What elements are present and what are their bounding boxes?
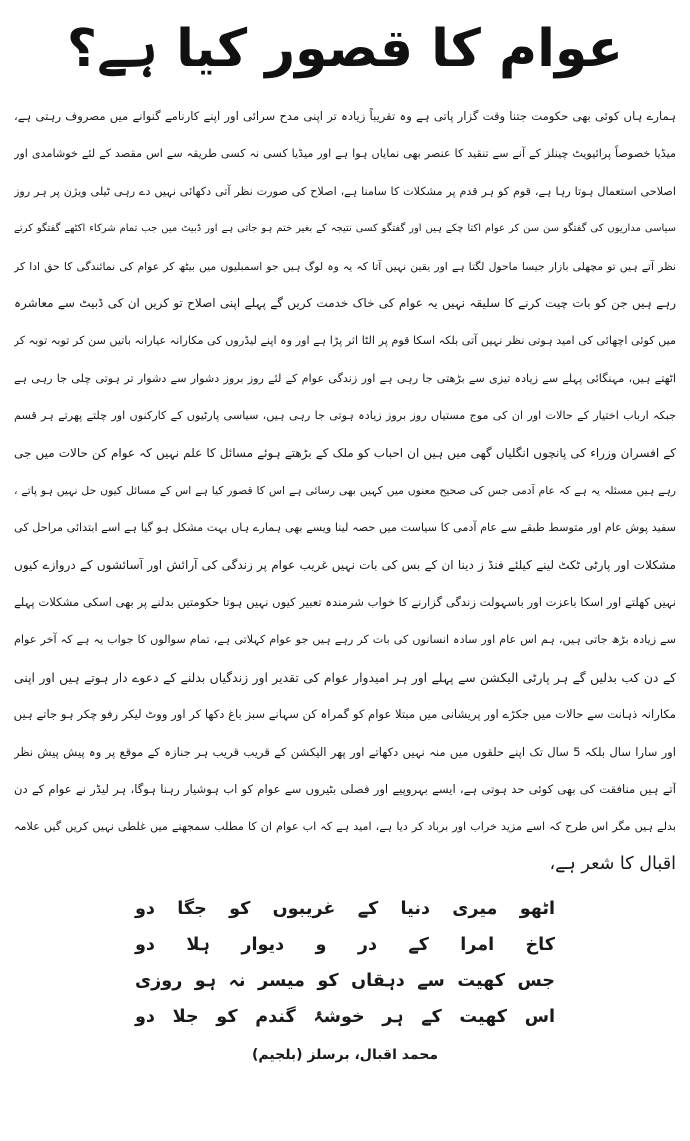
body-line: میڈیا خصوصاً پرائیویٹ چینلز کے آنے سے تنقید کا عنصر بھی نمایاں ہوا ہے اور میڈیا کسی نہ کسی طریقہ سے اس مقصد کے لئے خوشامدی اور [14, 147, 676, 161]
body-line: ہمارے ہاں کوئی بھی حکومت جتنا وقت گزار پاتی ہے وہ تقریباً زیادہ تر اپنی مدح سرائی اور اپنے کارنامے گنوانے میں مصروف رہتی ہے، [14, 109, 676, 123]
body-line: سیاسی مداریوں کی گفتگو سن سن کر عوام اکتا چکے ہیں اور گفتگو کسی نتیجہ کے بغیر ختم ہو جاتی ہے اور ڈبیٹ میں جب تمام شرکاء اکٹھے گفتگو کرتے [14, 223, 676, 235]
body-line: کے افسران وزراء کی پانچوں انگلیاں گھی میں ہیں ان احباب کو ملک کے بڑھتے ہوئے مسائل کا علم نہیں کہ عوام کن حالات میں جی [14, 445, 676, 460]
poem-verse: اٹھو میری دنیا کے غریبوں کو جگا دو [135, 899, 555, 920]
body-line: اور سارا سال بلکہ 5 سال تک اپنے حلقوں میں منہ نہیں دکھاتے اور پھر الیکشن کے قریب قریب ہر جنازہ کے موقع پر وہ پیش پیش نظر [14, 744, 676, 759]
author-credit: محمد اقبال، برسلز (بلجیم) [252, 1047, 438, 1064]
body-line: آتے ہیں منافقت کی بھی کوئی حد ہوتی ہے، ایسے بہروپیے اور فصلی بٹیروں سے عوام کو اب ہوشیار رہنا ہوگا، ہر لیڈر نے عوام کے دن [14, 782, 676, 797]
body-line: بدلے ہیں مگر اس طرح کہ اسے مزید خراب اور برباد کر دیا ہے، امید ہے کہ اب عوام ان کا مطلب سمجھنے میں غلطی نہیں کریں گیں علامہ [14, 820, 676, 834]
body-line: میں کوئی اچھائی کی امید ہوتی نظر نہیں آتی بلکہ اسکا قوم پر الٹا اثر پڑا ہے اور وہ اپنے لیڈروں کی مکارانہ عیارانہ باتیں سن کر توبہ توبہ کر [14, 334, 676, 348]
poem-verse: کاخ امرا کے در و دیوار ہلا دو [135, 935, 555, 956]
poem-verse: اس کھیت کے ہر خوشۂ گندم کو جلا دو [135, 1007, 555, 1028]
body-line: مشکلات اور پارٹی ٹکٹ لینے کیلئے فنڈ ز دینا ان کے بس کی بات نہیں غریب عوام پر زندگی کی آرائش اور آسائشوں کے دروازے کیوں [14, 557, 676, 572]
body-line: رہے ہیں جن کو بات چیت کرنے کا سلیقہ نہیں یہ عوام کی خاک خدمت کریں گے پہلے اپنی اصلاح تو کریں ان کی ڈبیٹ سے معاشرہ [14, 295, 676, 310]
body-line: مکارانہ ذہانت سے حالات میں جکڑے اور پریشانی میں مبتلا عوام کو گمراہ کن سہانے سبز باغ دکھا کر اور ووٹ لیکر رفو چکر ہو جاتے ہیں [14, 707, 676, 722]
article-body [14, 98, 676, 883]
body-line: سفید پوش عام اور متوسط طبقے سے عام آدمی کا سیاست میں حصہ لینا ویسے بھی ہمارے ہاں بہت مشکل ہو گیا ہے اسے ابتدائی مراحل کی [14, 521, 676, 535]
body-line: نظر آتے ہیں تو مچھلی بازار جیسا ماحول لگتا ہے اور یقین نہیں آتا کہ یہ وہ لوگ ہیں جو اسمبلیوں میں بیٹھ کر عوام کی نمائندگی کا حق ادا کر [14, 259, 676, 273]
article-title: عوام کا قصور کیا ہے؟ [66, 19, 624, 79]
poem-verse: جس کھیت سے دہقاں کو میسر نہ ہو روزی [135, 971, 555, 992]
body-line: اٹھتے ہیں، مہنگائی پہلے سے زیادہ تیزی سے بڑھتی جا رہی ہے اور زندگی عوام کے لئے روز بروز دشوار سے دشوار تر ہوتی چلی جا رہی ہے [14, 371, 676, 385]
body-line: نہیں کھلتے اور اسکا باعزت اور باسہولت زندگی گزارنے کا خواب شرمندہ تعبیر کیوں نہیں ہوتا حکومتیں بدلنے پر بھی اسکی مشکلات پہلے [14, 595, 676, 610]
poem [135, 891, 555, 1035]
body-line: سے زیادہ بڑھ جاتی ہیں، ہم اس عام اور سادہ انسانوں کی بات کر رہے ہیں جو عوام کہلاتی ہے، تمام سوالوں کا جواب یہ ہے کہ آخر عوام [14, 633, 676, 647]
body-line: اقبال کا شعر ہے، [549, 853, 676, 874]
body-line: جبکہ ارباب اختیار کے حالات اور ان کی موج مستیاں روز بروز زیادہ ہوتی جا رہی ہیں، سیاسی پارٹیوں کے کارکنوں اور چلتے پھرتے ہر قسم [14, 409, 676, 423]
body-line: کے دن کب بدلیں گے ہر پارٹی الیکشن سے پہلے اور ہر امیدوار عوام کی تقدیر اور زندگیاں بدلنے کے دعوے دار ہوتے ہیں اور اپنی [14, 669, 676, 685]
body-line: رہے ہیں مسئلہ یہ ہے کہ عام آدمی جس کی صحیح معنوں میں کہیں بھی رسائی ہے اس کا قصور کیا ہے اس کے مسائل کیوں حل نہیں ہو پاتے ، [14, 483, 676, 497]
body-line: اصلاحی استعمال ہوتا رہا ہے، قوم کو ہر قدم پر مشکلات کا سامنا ہے، اصلاح کی صورت نظر آتی دکھائی نہیں دے رہی ٹیلی ویژن پر ہر روز [14, 184, 676, 198]
